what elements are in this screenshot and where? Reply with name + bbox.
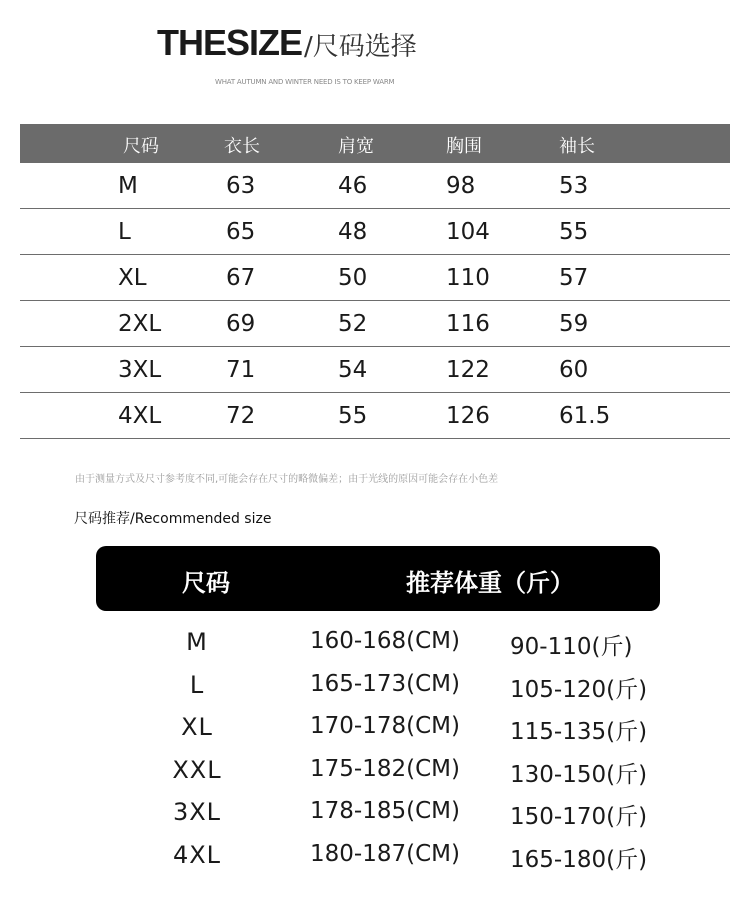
cell-shoulder: 52 — [338, 301, 446, 347]
table-row — [20, 393, 730, 439]
cell-length: 72 — [224, 393, 338, 439]
cell-size: 3XL — [20, 347, 224, 393]
recommend-row — [0, 798, 750, 838]
brand-title: THESIZE — [157, 22, 303, 63]
table-row — [20, 163, 730, 209]
cell-chest: 98 — [446, 163, 559, 209]
recommend-header-bar — [96, 546, 660, 611]
recommend-size: 3XL — [172, 798, 222, 826]
cell-shoulder: 46 — [338, 163, 446, 209]
recommend-label: 尺码推荐/Recommended size — [74, 511, 272, 527]
table-row — [20, 301, 730, 347]
tagline: WHAT AUTUMN AND WINTER NEED IS TO KEEP WARM — [215, 78, 395, 86]
col-length: 衣长 — [224, 124, 338, 163]
cell-length: 67 — [224, 255, 338, 301]
page-header — [157, 22, 417, 64]
cell-shoulder: 54 — [338, 347, 446, 393]
recommend-size: L — [189, 670, 205, 699]
table-row — [20, 347, 730, 393]
cell-sleeve: 61.5 — [559, 393, 730, 439]
recommend-header-size: 尺码 — [182, 569, 230, 597]
cell-sleeve: 53 — [559, 163, 730, 209]
col-shoulder: 肩宽 — [338, 124, 446, 163]
recommend-weight: 105-120(斤) — [510, 676, 648, 703]
recommend-weight: 115-135(斤) — [510, 719, 648, 745]
recommend-height: 165-173(CM) — [310, 670, 460, 697]
recommend-height: 178-185(CM) — [310, 798, 460, 824]
recommend-height: 180-187(CM) — [310, 840, 460, 867]
recommend-height: 175-182(CM) — [310, 755, 460, 782]
cell-chest: 116 — [446, 301, 559, 347]
cell-size: 4XL — [20, 393, 224, 439]
cell-sleeve: 57 — [559, 255, 730, 301]
size-table — [20, 124, 730, 439]
cell-length: 63 — [224, 163, 338, 209]
recommend-size: XL — [181, 713, 213, 741]
recommend-weight: 165-180(斤) — [510, 846, 648, 873]
recommend-row — [0, 713, 750, 753]
cell-chest: 104 — [446, 209, 559, 255]
recommend-weight: 130-150(斤) — [510, 761, 648, 788]
recommend-row — [0, 628, 750, 668]
cell-shoulder: 55 — [338, 393, 446, 439]
table-row — [20, 255, 730, 301]
cell-chest: 122 — [446, 347, 559, 393]
cell-sleeve: 59 — [559, 301, 730, 347]
cell-shoulder: 48 — [338, 209, 446, 255]
recommend-height: 160-168(CM) — [310, 628, 460, 654]
cell-size: M — [20, 163, 224, 209]
brand-subtitle: /尺码选择 — [304, 32, 417, 62]
col-size: 尺码 — [20, 124, 224, 163]
cell-length: 65 — [224, 209, 338, 255]
cell-chest: 126 — [446, 393, 559, 439]
cell-shoulder: 50 — [338, 255, 446, 301]
recommend-row — [0, 841, 750, 881]
cell-sleeve: 55 — [559, 209, 730, 255]
cell-size: 2XL — [20, 301, 224, 347]
cell-length: 69 — [224, 301, 338, 347]
recommend-size: XXL — [172, 755, 222, 784]
recommend-height: 170-178(CM) — [310, 713, 460, 739]
col-chest: 胸围 — [446, 124, 559, 163]
cell-size: XL — [20, 255, 224, 301]
measurement-note: 由于测量方式及尺寸参考度不同,可能会存在尺寸的略微偏差；由于光线的原因可能会存在小色差 — [75, 474, 499, 485]
cell-chest: 110 — [446, 255, 559, 301]
size-table-header — [20, 124, 730, 163]
cell-length: 71 — [224, 347, 338, 393]
recommend-size: 4XL — [172, 840, 222, 869]
recommend-weight: 90-110(斤) — [510, 634, 633, 660]
recommend-weight: 150-170(斤) — [510, 804, 648, 830]
cell-size: L — [20, 209, 224, 255]
col-sleeve: 袖长 — [559, 124, 730, 163]
cell-sleeve: 60 — [559, 347, 730, 393]
recommend-row — [0, 756, 750, 796]
recommend-size: M — [186, 628, 208, 656]
recommend-row — [0, 671, 750, 711]
recommend-header-weight: 推荐体重（斤） — [406, 569, 574, 597]
table-row — [20, 209, 730, 255]
